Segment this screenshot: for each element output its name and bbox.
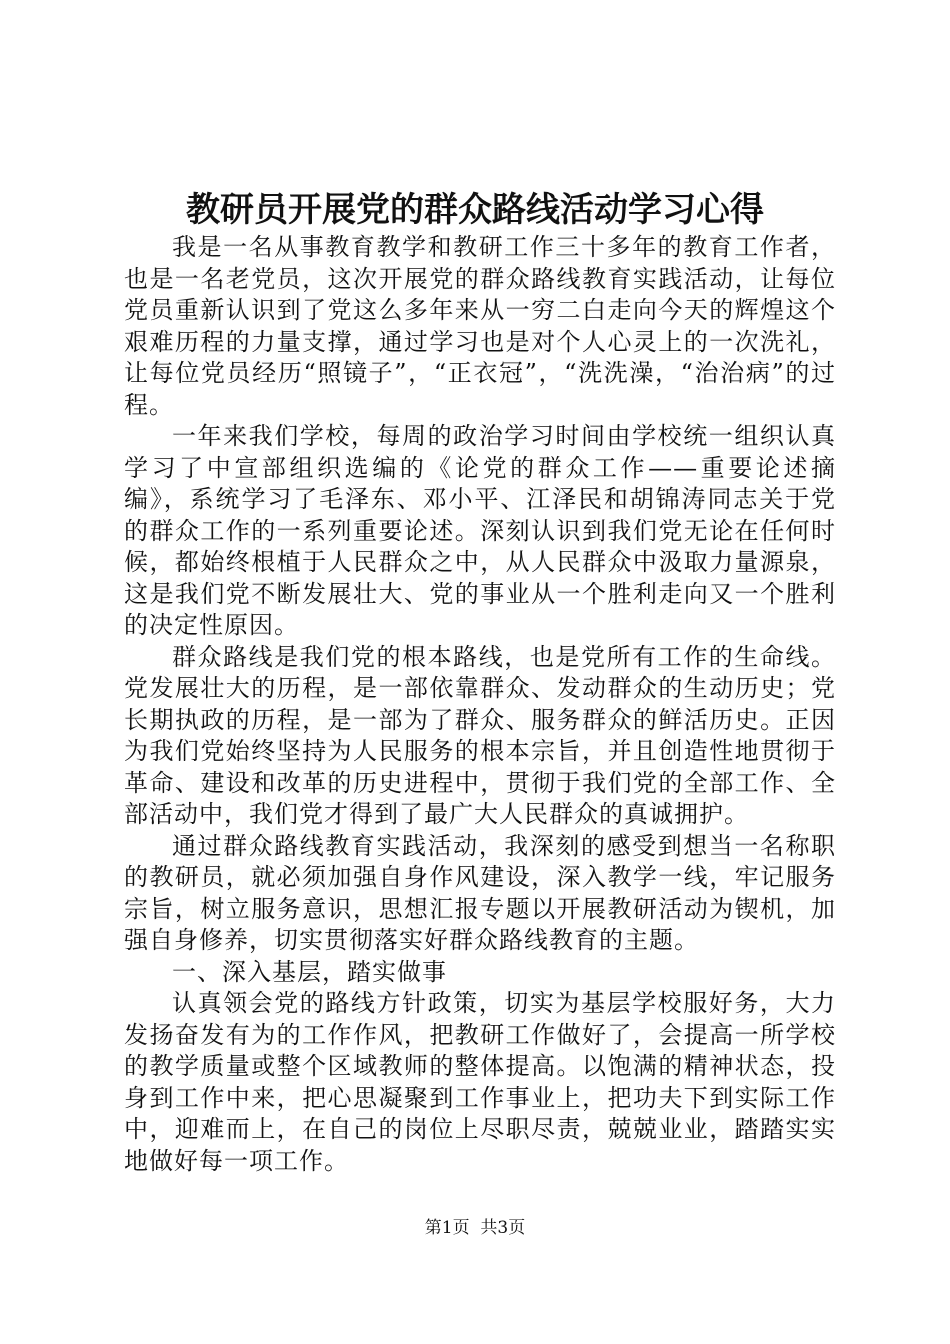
- document-body: [124, 232, 836, 1177]
- paragraph-1: 我是一名从事教育教学和教研工作三十多年的教育工作者，也是一名老党员，这次开展党的群众路线教育实践活动，让每位党员重新认识到了党这么多年来从一穷二白走向今天的辉煌这个艰难历程的力量支撑，通过学习也是对个人心灵上的一次洗礼，让每位党员经历“照镜子”，“正衣冠”，“洗洗澡，“治治病”的过程。: [124, 233, 836, 419]
- document-title: 教研员开展党的群众路线活动学习心得: [186, 190, 764, 230]
- paragraph-5: 认真领会党的路线方针政策，切实为基层学校服好务，大力发扬奋发有为的工作作风，把教研工作做好了，会提高一所学校的教学质量或整个区域教师的整体提高。以饱满的精神状态，投身到工作中来，把心思凝聚到工作事业上，把功夫下到实际工作中，迎难而上，在自己的岗位上尽职尽责，兢兢业业，踏踏实实地做好每一项工作。: [124, 989, 836, 1175]
- section-heading: 一、深入基层，踏实做事: [172, 957, 447, 986]
- page-footer: [0, 1216, 950, 1240]
- paragraph-3: 群众路线是我们党的根本路线，也是党所有工作的生命线。党发展壮大的历程，是一部依靠群众、发动群众的生动历史；党长期执政的历程，是一部为了群众、服务群众的鲜活历史。正因为我们党始终坚持为人民服务的根本宗旨，并且创造性地贯彻于革命、建设和改革的历史进程中，贯彻于我们党的全部工作、全部活动中，我们党才得到了最广大人民群众的真诚拥护。: [124, 642, 836, 828]
- paragraph-2: 一年来我们学校，每周的政治学习时间由学校统一组织认真学习了中宣部组织选编的《论党的群众工作——重要论述摘编》，系统学习了毛泽东、邓小平、江泽民和胡锦涛同志关于党的群众工作的一系列重要论述。深刻认识到我们党无论在任何时候，都始终根植于人民群众之中，从人民群众中汲取力量源泉，这是我们党不断发展壮大、党的事业从一个胜利走向又一个胜利的决定性原因。: [124, 422, 836, 639]
- paragraph-4: 通过群众路线教育实践活动，我深刻的感受到想当一名称职的教研员，就必须加强自身作风建设，深入教学一线，牢记服务宗旨，树立服务意识，思想汇报专题以开展教研活动为锲机，加强自身修养，切实贯彻落实好群众路线教育的主题。: [124, 831, 836, 954]
- page-number: 第1页: [424, 1218, 470, 1238]
- page-total: 共3页: [480, 1218, 526, 1238]
